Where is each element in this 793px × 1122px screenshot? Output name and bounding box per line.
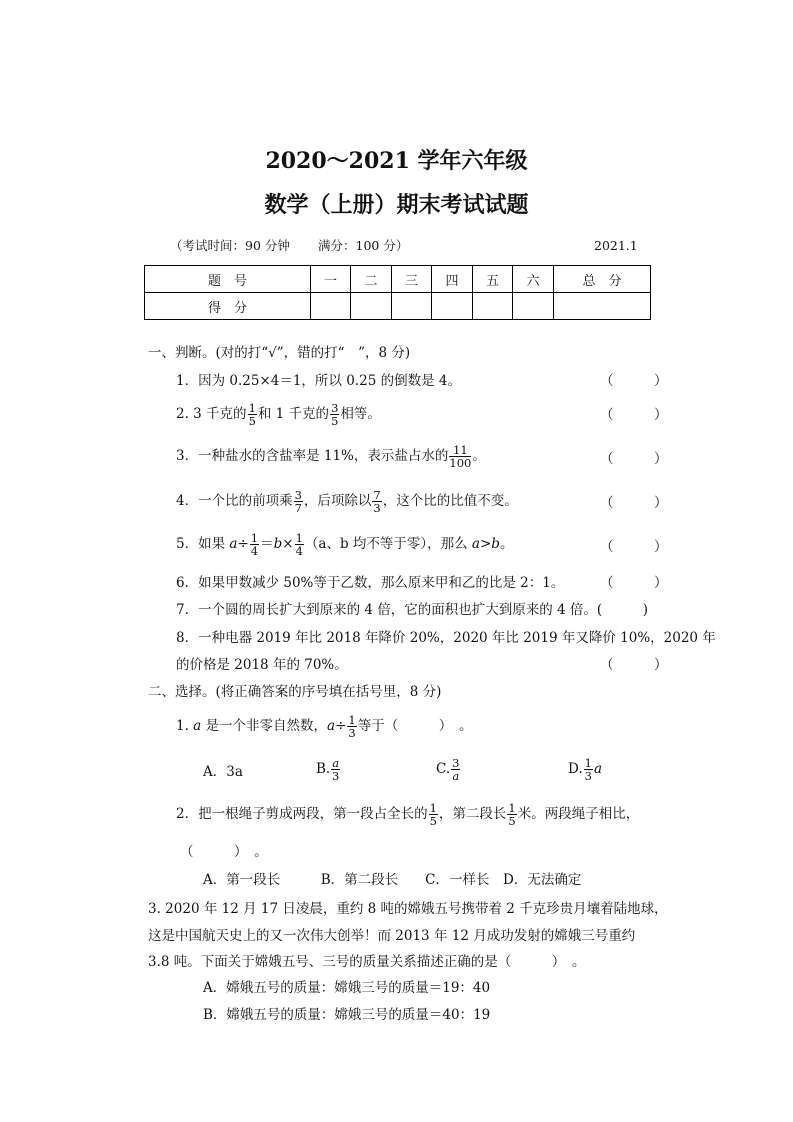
answer-blank[interactable]: （ ） xyxy=(600,657,668,673)
choice-q2-blank[interactable]: （ ） 。 xyxy=(180,844,268,860)
denominator: a xyxy=(452,769,460,784)
variable: a xyxy=(229,536,238,553)
choice-q3-line2: 这是中国航天史上的又一次伟大创举！而 2013 年 12 月成功发射的嫦娥三号重约 xyxy=(148,928,636,944)
answer-blank[interactable]: （ ） xyxy=(600,407,668,423)
denominator: 4 xyxy=(250,544,259,559)
denominator: 100 xyxy=(449,456,472,471)
variable: a xyxy=(327,718,336,735)
answer-blank[interactable]: （ ） xyxy=(600,451,668,467)
denominator: 5 xyxy=(248,414,256,429)
fraction xyxy=(250,532,259,557)
fraction xyxy=(507,802,516,827)
choice-q3-line1: 3. 2020 年 12 月 17 日凌晨，重约 8 吨的嫦娥五号携带着 2 千克珍贵月壤着陆地球， xyxy=(148,901,668,917)
text: 是一个非零自然数， xyxy=(201,718,328,735)
numerator: 1 xyxy=(584,756,592,770)
score-input-cell[interactable] xyxy=(473,293,513,320)
answer-blank[interactable]: （ ） xyxy=(600,539,668,555)
judge-q8-line2: 的价格是 2018 年的 70%。 xyxy=(176,657,348,673)
variable: a xyxy=(193,718,202,735)
fraction xyxy=(294,489,303,514)
fraction xyxy=(429,802,438,827)
text: ，这个比的比值不变。 xyxy=(382,493,518,510)
section1-heading: 一、判断。(对的打“√”，错的打“ ”，8 分) xyxy=(148,345,411,361)
text: ÷ xyxy=(237,536,249,553)
option-label: C. xyxy=(436,761,451,778)
judge-q4 xyxy=(176,489,518,514)
score-cell: 六 xyxy=(513,266,554,293)
variable: a xyxy=(593,761,603,778)
numerator: 11 xyxy=(449,444,471,457)
score-cell: 二 xyxy=(351,266,392,293)
section2-heading: 二、选择。(将正确答案的序号填在括号里，8 分) xyxy=(148,684,442,700)
score-row-label: 得 分 xyxy=(145,293,311,320)
fraction xyxy=(295,532,304,557)
choice-q3-line3: 3.8 吨。下面关于嫦娥五号、三号的质量关系描述正确的是（ ） 。 xyxy=(148,954,586,970)
variable: b xyxy=(273,536,283,553)
exam-title-line1: 2020～2021 学年六年级 xyxy=(265,148,528,174)
choice-q1-option-a: A．3a xyxy=(203,764,243,780)
option-label: D. xyxy=(568,761,583,778)
text: ，后项除以 xyxy=(303,493,372,510)
fraction xyxy=(449,444,471,469)
text: ＝ xyxy=(260,536,274,553)
judge-q7: 7．一个圆的周长扩大到原来的 4 倍，它的面积也扩大到原来的 4 倍。( ) xyxy=(176,602,648,618)
score-table-header-row xyxy=(145,266,651,293)
score-cell: 五 xyxy=(473,266,513,293)
judge-q1: 1．因为 0.25×4＝1，所以 0.25 的倒数是 4。 xyxy=(176,373,461,389)
choice-q1-option-b xyxy=(316,757,341,782)
score-input-cell[interactable] xyxy=(554,293,651,320)
judge-q8-line1: 8．一种电器 2019 年比 2018 年降价 20%，2020 年比 2019 年又降价 10%，2020 年 xyxy=(176,630,716,646)
score-input-cell[interactable] xyxy=(392,293,432,320)
denominator: 5 xyxy=(429,814,437,829)
numerator: a xyxy=(332,756,340,770)
numerator: 1 xyxy=(250,531,259,545)
choice-q2-options: A．第一段长 B．第二段长 C．一样长 D．无法确定 xyxy=(203,872,582,888)
fraction xyxy=(451,757,460,782)
numerator: 3 xyxy=(331,401,339,415)
numerator: 3 xyxy=(294,488,302,502)
score-cell: 三 xyxy=(392,266,432,293)
score-cell: 四 xyxy=(432,266,473,293)
numerator: 1 xyxy=(508,801,516,815)
numerator: 1 xyxy=(248,401,256,415)
text: ，第二段长 xyxy=(438,806,507,823)
text: 1. xyxy=(176,718,194,735)
numerator: 3 xyxy=(452,756,460,770)
denominator: 3 xyxy=(373,501,381,516)
score-input-cell[interactable] xyxy=(351,293,392,320)
answer-blank[interactable]: （ ） xyxy=(600,575,668,591)
text: 相等。 xyxy=(340,406,381,423)
text: 2．把一根绳子剪成两段，第一段占全长的 xyxy=(176,806,428,823)
denominator: 3 xyxy=(331,769,340,784)
numerator: 1 xyxy=(348,713,356,727)
score-cell: 总 分 xyxy=(554,266,651,293)
fraction xyxy=(330,402,339,427)
text: 3．一种盐水的含盐率是 11%，表示盐占水的 xyxy=(176,448,449,465)
text: 和 1 千克的 xyxy=(257,406,330,423)
text: × xyxy=(282,536,294,553)
score-cell: 题 号 xyxy=(145,266,311,293)
fraction xyxy=(248,402,257,427)
choice-q1 xyxy=(176,714,472,739)
option-label: B. xyxy=(316,761,331,778)
exam-date: 2021.1 xyxy=(594,238,638,253)
fraction xyxy=(331,757,340,782)
choice-q1-option-d xyxy=(568,757,602,782)
answer-blank[interactable]: （ ） xyxy=(600,495,668,511)
numerator: 1 xyxy=(429,801,437,815)
choice-q1-option-c xyxy=(436,757,461,782)
denominator: 5 xyxy=(508,814,516,829)
text: 米。两段绳子相比， xyxy=(517,806,640,823)
text: 等于（ ） 。 xyxy=(357,718,473,735)
fraction xyxy=(347,714,356,739)
judge-q5 xyxy=(176,532,513,557)
denominator: 3 xyxy=(584,769,592,784)
judge-q3 xyxy=(176,444,486,469)
fraction xyxy=(372,489,381,514)
exam-time: （考试时间：90 分钟 xyxy=(170,238,290,253)
text: ÷ xyxy=(335,718,347,735)
text: 2. 3 千克的 xyxy=(176,406,247,423)
numerator: 1 xyxy=(295,531,303,545)
variable: a>b xyxy=(471,536,500,553)
score-table xyxy=(144,265,651,320)
denominator: 4 xyxy=(295,544,303,559)
full-score: 满分：100 分） xyxy=(318,238,409,253)
denominator: 3 xyxy=(348,726,356,741)
numerator: 7 xyxy=(373,488,381,502)
judge-q6: 6．如果甲数减少 50%等于乙数，那么原来甲和乙的比是 2：1。 xyxy=(176,575,565,591)
text: 5．如果 xyxy=(176,536,230,553)
judge-q2 xyxy=(176,402,381,427)
denominator: 7 xyxy=(294,501,302,516)
score-input-cell[interactable] xyxy=(311,293,351,320)
fraction xyxy=(584,757,593,782)
text: 4．一个比的前项乘 xyxy=(176,493,293,510)
choice-q3-option-b: B．嫦娥五号的质量：嫦娥三号的质量＝40：19 xyxy=(203,1007,491,1023)
answer-blank[interactable]: （ ） xyxy=(600,373,668,389)
text: 。 xyxy=(499,536,514,553)
score-input-cell[interactable] xyxy=(513,293,554,320)
score-cell: 一 xyxy=(311,266,351,293)
exam-title-line2: 数学（上册）期末考试试题 xyxy=(264,192,529,218)
text: 。 xyxy=(472,448,486,465)
choice-q2 xyxy=(176,802,639,827)
text: （a、b 均不等于零），那么 xyxy=(304,536,472,553)
choice-q3-option-a: A．嫦娥五号的质量：嫦娥三号的质量＝19：40 xyxy=(203,980,491,996)
denominator: 5 xyxy=(331,414,339,429)
score-input-cell[interactable] xyxy=(432,293,473,320)
score-table-score-row xyxy=(145,293,651,320)
